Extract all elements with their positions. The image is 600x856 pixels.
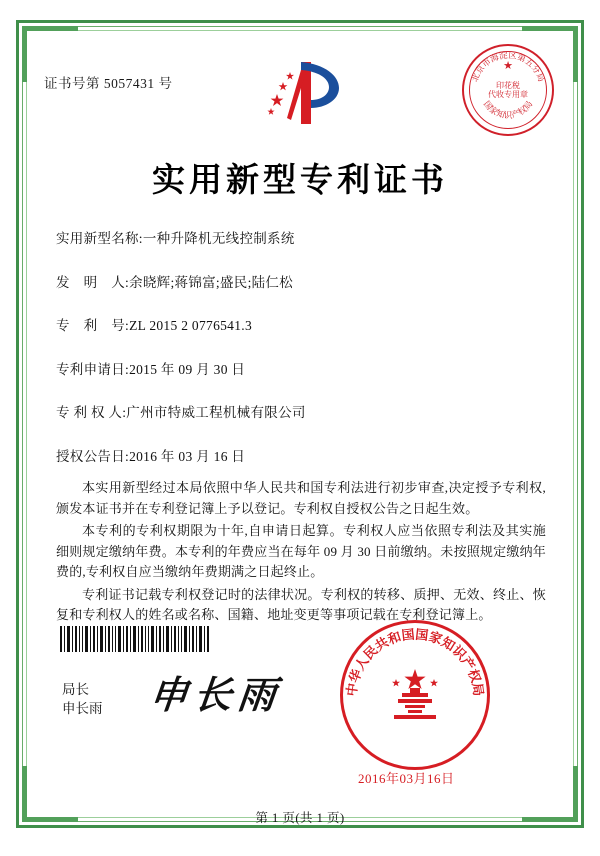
field-label: 发 明 人: bbox=[56, 274, 130, 290]
field-value: 一种升降机无线控制系统 bbox=[142, 231, 295, 246]
director-handwritten-signature: 申长雨 bbox=[147, 675, 284, 717]
field-value: 2016 年 03 月 16 日 bbox=[129, 448, 246, 464]
field-value: 2015 年 09 月 30 日 bbox=[129, 361, 246, 377]
director-title-label: 局长 bbox=[62, 682, 89, 697]
field-row bbox=[56, 314, 544, 334]
field-value: ZL 2015 2 0776541.3 bbox=[129, 318, 253, 333]
field-label: 专 利 号: bbox=[56, 318, 130, 333]
field-row bbox=[56, 445, 544, 465]
seal-center-line2: 代收专用章 bbox=[488, 90, 528, 99]
patent-barcode bbox=[60, 626, 210, 652]
page-footer: 第 1 页(共 1 页) bbox=[255, 811, 345, 825]
page-title: 实用新型专利证书 bbox=[152, 163, 448, 199]
seal-center-text bbox=[488, 81, 528, 99]
signature-block bbox=[62, 680, 103, 718]
seal-center-line1: 印花税 bbox=[496, 81, 520, 90]
paragraph: 本实用新型经过本局依照中华人民共和国专利法进行初步审查,决定授予专利权,颁发本证书并在专利登记簿上予以登记。专利权自授权公告之日起生效。 bbox=[56, 480, 546, 516]
paragraph: 本专利的专利权期限为十年,自申请日起算。专利权人应当依照专利法及其实施细则规定缴纳年费。本专利的年费应当在每年 09 月 30 日前缴纳。未按照规定缴纳年费的,专利权自应当缴纳年费期满之日起终止。 bbox=[56, 523, 546, 579]
field-value: 广州市特威工程机械有限公司 bbox=[126, 405, 306, 420]
cnipa-logo-icon bbox=[257, 58, 343, 128]
national-emblem-icon bbox=[384, 667, 446, 723]
seal-arc-top-text: 北京市海淀区第五分局 bbox=[469, 49, 547, 84]
field-label: 专利申请日: bbox=[56, 361, 130, 377]
field-row bbox=[56, 227, 544, 247]
certificate-content bbox=[40, 44, 560, 825]
seal-star-icon: ★ bbox=[503, 60, 513, 72]
field-value: 余晓辉;蒋锦富;盛民;陆仁松 bbox=[129, 274, 294, 290]
cnipa-official-seal bbox=[340, 620, 490, 770]
legal-text-block bbox=[56, 478, 546, 628]
field-row bbox=[56, 271, 544, 291]
certificate-number: 证书号第 5057431 号 bbox=[44, 76, 173, 91]
tax-stamp-seal bbox=[462, 44, 554, 136]
field-row bbox=[56, 358, 544, 378]
field-list bbox=[56, 227, 544, 488]
seal-arc-bottom-text: 国家知识产权局 bbox=[481, 98, 535, 120]
field-label: 专 利 权 人: bbox=[56, 405, 127, 420]
field-row bbox=[56, 401, 544, 421]
field-label: 实用新型名称: bbox=[56, 231, 143, 246]
seal-date: 2016年03月16日 bbox=[358, 771, 455, 786]
director-name-label: 申长雨 bbox=[62, 701, 103, 716]
seal-main-text: 中华人民共和国国家知识产权局 bbox=[343, 626, 487, 697]
paragraph: 专利证书记载专利权登记时的法律状况。专利权的转移、质押、无效、终止、恢复和专利权人的姓名或名称、国籍、地址变更等事项记载在专利登记簿上。 bbox=[56, 586, 546, 622]
field-label: 授权公告日: bbox=[56, 448, 130, 464]
